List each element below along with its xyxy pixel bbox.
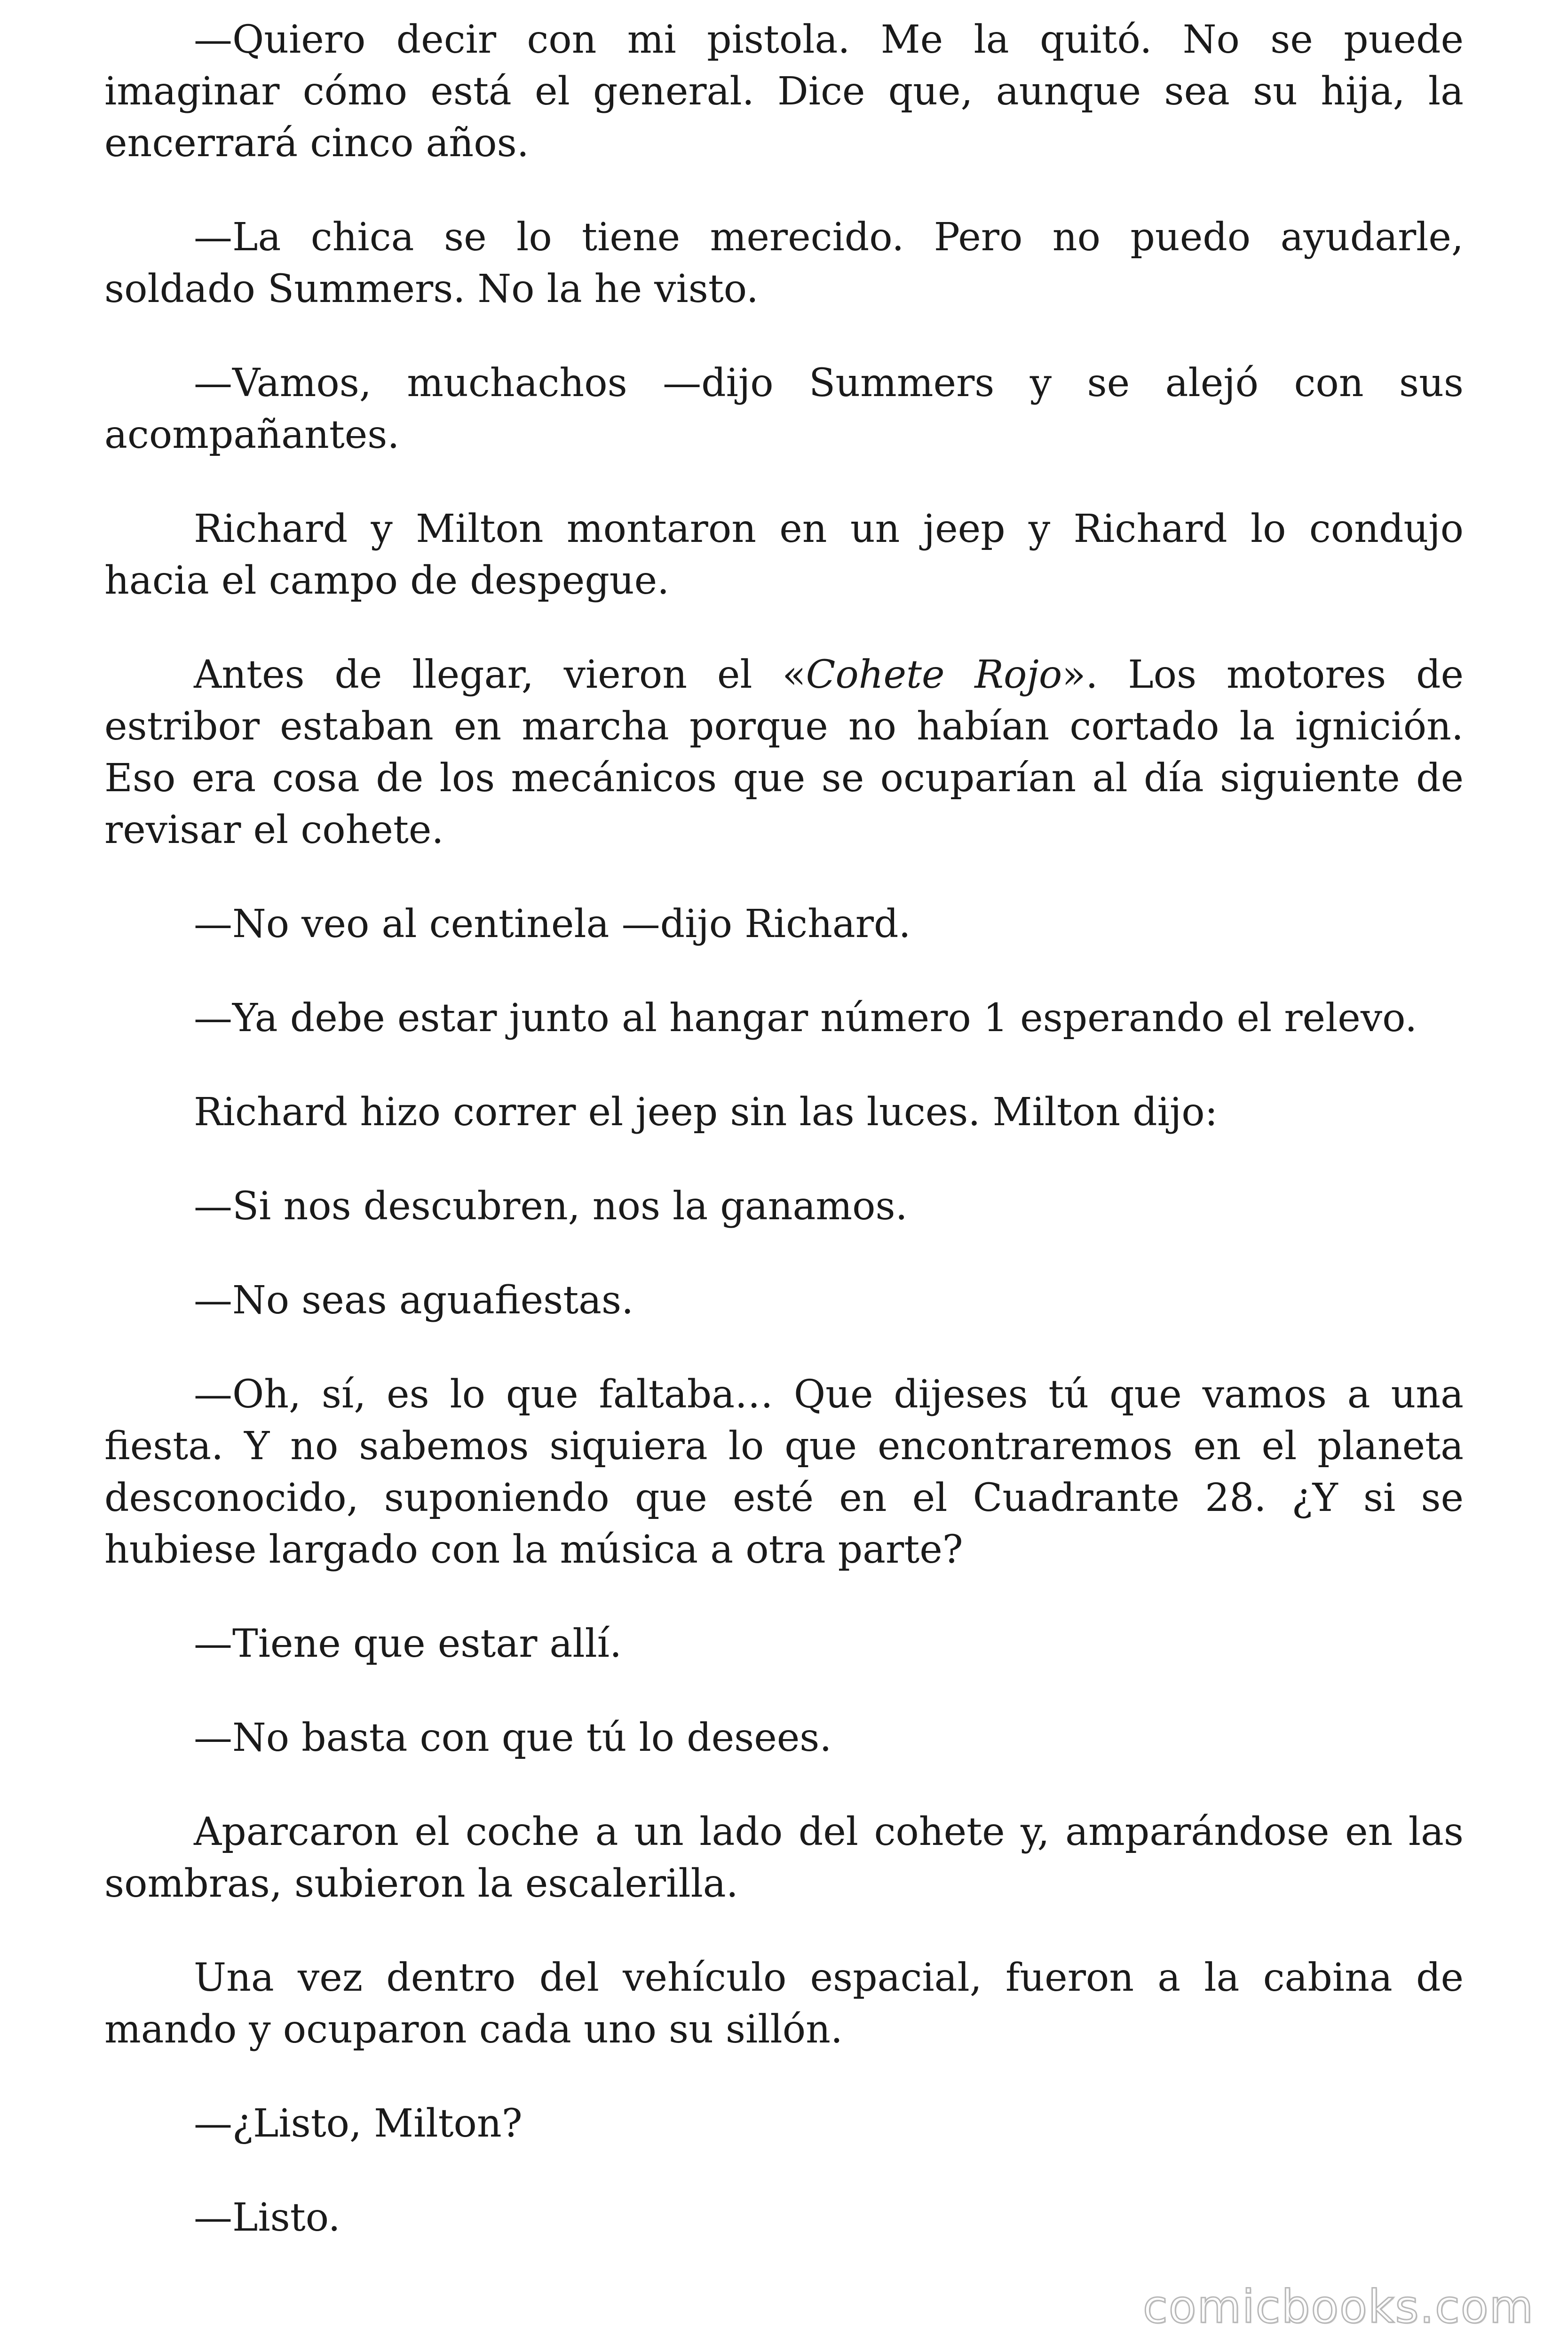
paragraph: —Ya debe estar junto al hangar número 1 esperando el relevo. xyxy=(194,996,1418,1041)
paragraph-text: Antes de llegar, vieron el « xyxy=(194,652,806,697)
paragraph: —No veo al centinela —dijo Richard. xyxy=(194,902,911,946)
paragraph: —No seas aguafiestas. xyxy=(194,1278,634,1323)
paragraph: Aparcaron el coche a un lado del cohete y, amparándose en las sombras, subieron la escalerilla. xyxy=(104,1810,1464,1906)
paragraph: —Oh, sí, es lo que faltaba… Que dijeses tú que vamos a una fiesta. Y no sabemos siquiera lo que encontraremos en el planeta desconocido, suponiendo que esté en el Cuadrante 28. ¿Y si se hubiese largado con la música a otra parte? xyxy=(104,1372,1464,1572)
text-column xyxy=(104,14,1464,2286)
italic-title: Cohete Rojo xyxy=(806,652,1062,697)
paragraph: —Si nos descubren, nos la ganamos. xyxy=(194,1184,908,1229)
paragraph xyxy=(104,649,1464,856)
paragraph-text: ». Los motores de estribor estaban en marcha porque no habían cortado la ignición. Eso era cosa de los mecánicos que se ocuparían al día siguiente de revisar el cohete. xyxy=(104,652,1464,852)
paragraph: Una vez dentro del vehículo espacial, fueron a la cabina de mando y ocuparon cada uno su sillón. xyxy=(104,1955,1464,2052)
paragraph: —Quiero decir con mi pistola. Me la quitó. No se puede imaginar cómo está el general. Dice que, aunque sea su hija, la encerrará cinco años. xyxy=(104,17,1464,166)
paragraph: —¿Listo, Milton? xyxy=(194,2101,523,2146)
watermark: comicbooks.com xyxy=(1142,2280,1534,2333)
paragraph: —Vamos, muchachos —dijo Summers y se alejó con sus acompañantes. xyxy=(104,361,1464,457)
paragraph: —No basta con que tú lo desees. xyxy=(194,1716,832,1760)
paragraph: Richard hizo correr el jeep sin las luces. Milton dijo: xyxy=(194,1090,1218,1135)
paragraph: —Tiene que estar allí. xyxy=(194,1621,622,1666)
paragraph: —Listo. xyxy=(194,2195,341,2240)
paragraph: Richard y Milton montaron en un jeep y Richard lo condujo hacia el campo de despegue. xyxy=(104,507,1464,603)
paragraph: —La chica se lo tiene merecido. Pero no puedo ayudarle, soldado Summers. No la he visto. xyxy=(104,215,1464,311)
